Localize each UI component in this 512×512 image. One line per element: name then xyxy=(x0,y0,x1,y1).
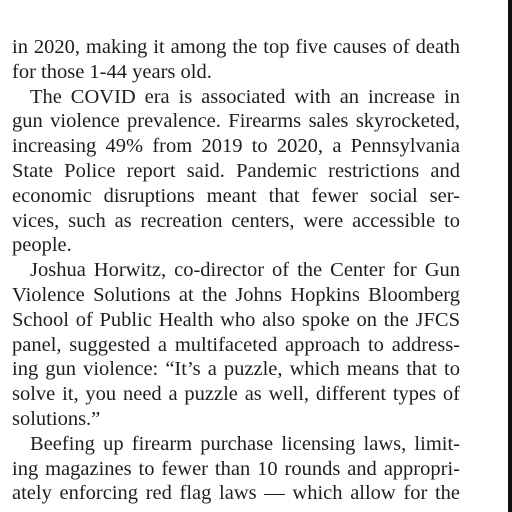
text-line: vices, such as recreation centers, were accessible to xyxy=(12,209,460,232)
text-line: School of Public Health who also spoke on the JFCS xyxy=(12,308,460,331)
text-line: solve it, you need a puzzle as well, different types of xyxy=(12,383,460,406)
text-line: State Police report said. Pandemic restrictions and xyxy=(12,159,460,182)
article-body xyxy=(12,35,460,506)
text-line: Beefing up firearm purchase licensing laws, limit- xyxy=(30,432,460,455)
text-line: The COVID era is associated with an increase in xyxy=(30,85,460,108)
text-line: in 2020, making it among the top five causes of death xyxy=(12,36,460,58)
text-line: for those 1-44 years old. xyxy=(12,60,212,83)
text-line: economic disruptions meant that fewer social ser- xyxy=(12,184,460,207)
page-edge-rule xyxy=(508,0,512,512)
text-line: gun violence prevalence. Firearms sales skyrocketed, xyxy=(12,110,460,133)
text-line: increasing 49% from 2019 to 2020, a Pennsylvania xyxy=(12,135,460,158)
text-line: solutions.” xyxy=(12,407,101,430)
text-line: ing gun violence: “It’s a puzzle, which means that to xyxy=(12,358,460,381)
text-line: Violence Solutions at the Johns Hopkins Bloomberg xyxy=(12,283,460,306)
paragraph-4 xyxy=(12,432,460,506)
text-line: ing magazines to fewer than 10 rounds and appropri- xyxy=(12,457,460,480)
paragraph-3 xyxy=(12,258,460,432)
text-line: panel, suggested a multifaceted approach to address- xyxy=(12,333,460,356)
text-line: Joshua Horwitz, co-director of the Center for Gun xyxy=(30,259,460,282)
paragraph-1 xyxy=(12,35,460,85)
paragraph-2 xyxy=(12,85,460,259)
text-line: people. xyxy=(12,234,72,257)
text-line: ately enforcing red flag laws — which allow for the xyxy=(12,482,460,505)
